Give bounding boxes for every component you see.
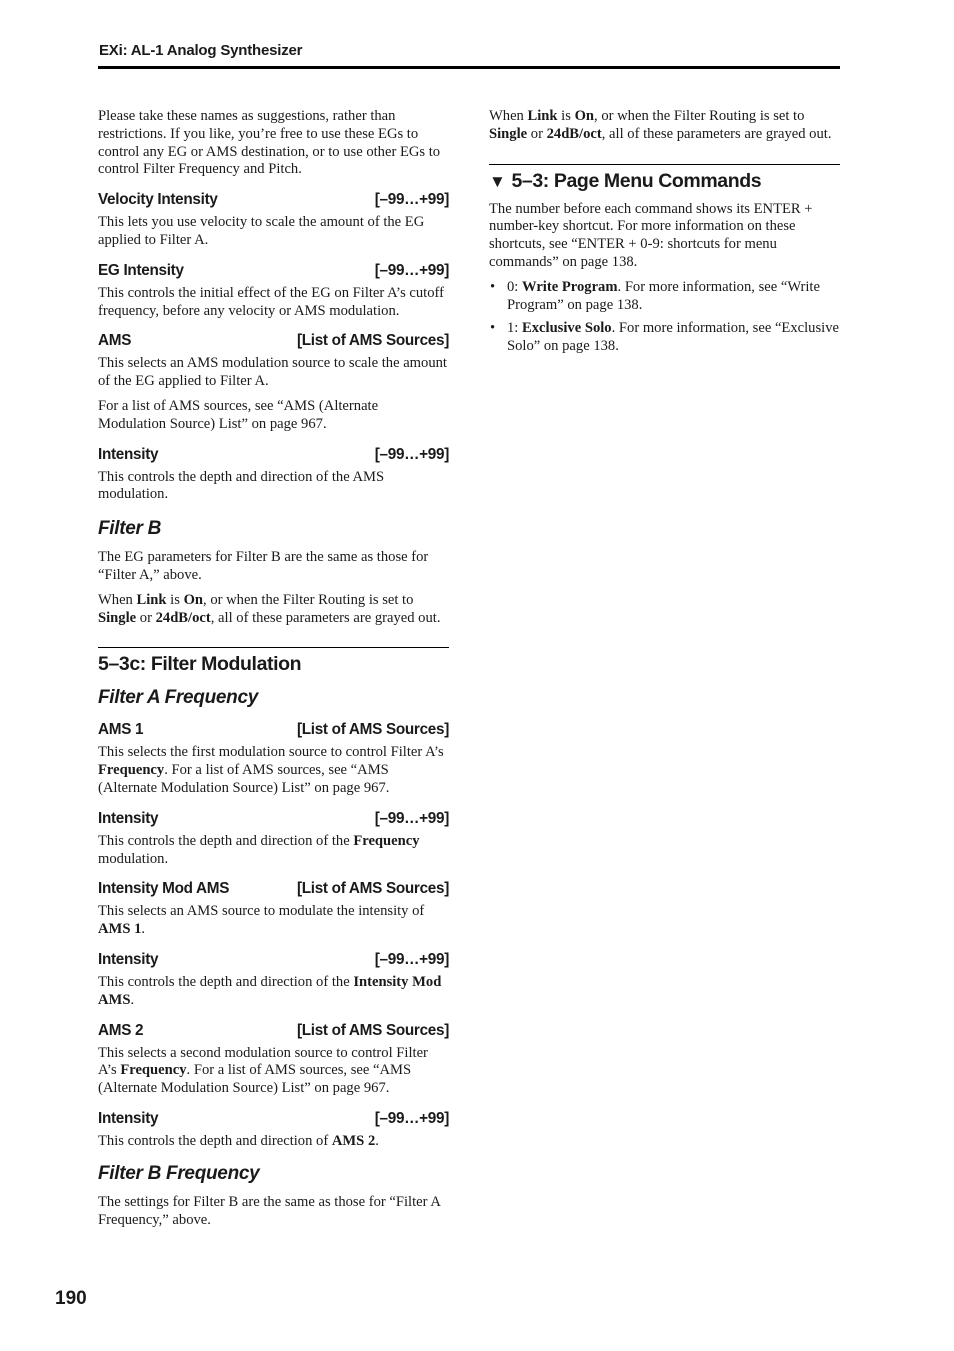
param-description: This selects an AMS modulation source to scale the amount of the EG applied to Filter A.	[98, 355, 447, 390]
section-filter-modulation: 5–3c: Filter Modulation	[98, 647, 449, 675]
param-description: This controls the depth and direction of the AMS modulation.	[98, 468, 385, 503]
param-name: Intensity Mod AMS	[98, 880, 230, 898]
param-description: This lets you use velocity to scale the amount of the EG applied to Filter A.	[98, 214, 425, 248]
param-range: [–99…+99]	[374, 809, 449, 827]
section-page-menu-commands	[489, 164, 840, 193]
param-description: This controls the depth and direction of AMS 2.	[98, 1132, 379, 1149]
param-ams-2	[98, 1022, 449, 1040]
command-list	[489, 279, 840, 356]
param-velocity-intensity	[98, 191, 449, 209]
param-range: [–99…+99]	[374, 950, 449, 968]
param-intensity-3	[98, 1110, 449, 1128]
right-column	[489, 108, 840, 362]
param-description: This controls the depth and direction of the Frequency modulation.	[98, 832, 420, 867]
param-range: [List of AMS Sources]	[296, 721, 449, 739]
param-name: Intensity	[98, 809, 159, 827]
param-eg-intensity	[98, 262, 449, 280]
param-ams-1	[98, 721, 449, 739]
param-description: This controls the depth and direction of the Intensity Mod AMS.	[98, 973, 442, 1008]
filter-b-frequency-paragraph: The settings for Filter B are the same as those for “Filter A Frequency,” above.	[98, 1193, 441, 1228]
bullet-icon: •	[490, 278, 496, 295]
page-number: 190	[55, 1288, 87, 1309]
param-name: Intensity	[98, 950, 159, 968]
param-range: [List of AMS Sources]	[296, 1021, 449, 1039]
param-description: This controls the initial effect of the EG on Filter A’s cutoff frequency, before any velocity or AMS modulation.	[98, 284, 444, 319]
filter-b-grayed-paragraph: When Link is On, or when the Filter Routing is set to Single or 24dB/oct, all of these parameters are grayed out.	[98, 591, 441, 626]
param-intensity-2	[98, 951, 449, 969]
filter-b-heading: Filter B	[98, 518, 162, 540]
param-intensity-1	[98, 810, 449, 828]
param-range: [–99…+99]	[374, 445, 449, 463]
param-range: [List of AMS Sources]	[296, 332, 449, 350]
param-range: [–99…+99]	[374, 261, 449, 279]
param-ams	[98, 332, 449, 350]
param-description: This selects the first modulation source to control Filter A’s Frequency. For a list of AMS sources, see “AMS (Alternate Modulation Source) List” on page 967.	[98, 744, 444, 796]
param-name: Intensity	[98, 445, 159, 463]
list-item: • 0: Write Program. For more information, see “Write Program” on page 138.	[490, 278, 820, 313]
param-range: [–99…+99]	[374, 1109, 449, 1127]
param-name: EG Intensity	[98, 261, 184, 279]
section-title: 5–3: Page Menu Commands	[511, 169, 762, 192]
intro-paragraph: Please take these names as suggestions, rather than restrictions. If you like, you’re free to use these EGs to control any EG or AMS destination, or to use other EGs to control Filter Frequency and Pitch.	[98, 108, 441, 178]
filter-a-frequency-heading: Filter A Frequency	[98, 687, 259, 709]
param-name: AMS 2	[98, 1021, 144, 1039]
param-description: This selects an AMS source to modulate the intensity of AMS 1.	[98, 903, 425, 938]
param-range: [–99…+99]	[374, 191, 449, 209]
grayed-out-paragraph: When Link is On, or when the Filter Routing is set to Single or 24dB/oct, all of these parameters are grayed out.	[489, 108, 832, 142]
param-description: This selects a second modulation source to control Filter A’s Frequency. For a list of AMS sources, see “AMS (Alternate Modulation Source) List” on page 967.	[98, 1044, 428, 1097]
param-description-ref: For a list of AMS sources, see “AMS (Alternate Modulation Source) List” on page 967.	[98, 397, 379, 432]
param-intensity	[98, 446, 449, 464]
bullet-icon: •	[490, 320, 496, 337]
param-name: AMS	[98, 332, 132, 350]
filter-b-frequency-heading: Filter B Frequency	[98, 1162, 260, 1184]
triangle-down-icon: ▼	[489, 171, 506, 191]
shortcut-paragraph: The number before each command shows its ENTER + number-key shortcut. For more information on these shortcuts, see “ENTER + 0-9: shortcuts for menu commands” on page 138.	[489, 200, 813, 270]
param-name: AMS 1	[98, 721, 144, 739]
filter-b-paragraph: The EG parameters for Filter B are the same as those for “Filter A,” above.	[98, 549, 429, 583]
param-range: [List of AMS Sources]	[296, 880, 449, 898]
list-item: • 1: Exclusive Solo. For more information, see “Exclusive Solo” on page 138.	[490, 320, 839, 355]
left-column	[98, 108, 449, 1236]
param-name: Intensity	[98, 1109, 159, 1127]
running-header: EXi: AL-1 Analog Synthesizer	[99, 42, 303, 59]
header-rule	[98, 66, 840, 69]
param-name: Velocity Intensity	[98, 191, 218, 209]
param-intensity-mod-ams	[98, 880, 449, 898]
